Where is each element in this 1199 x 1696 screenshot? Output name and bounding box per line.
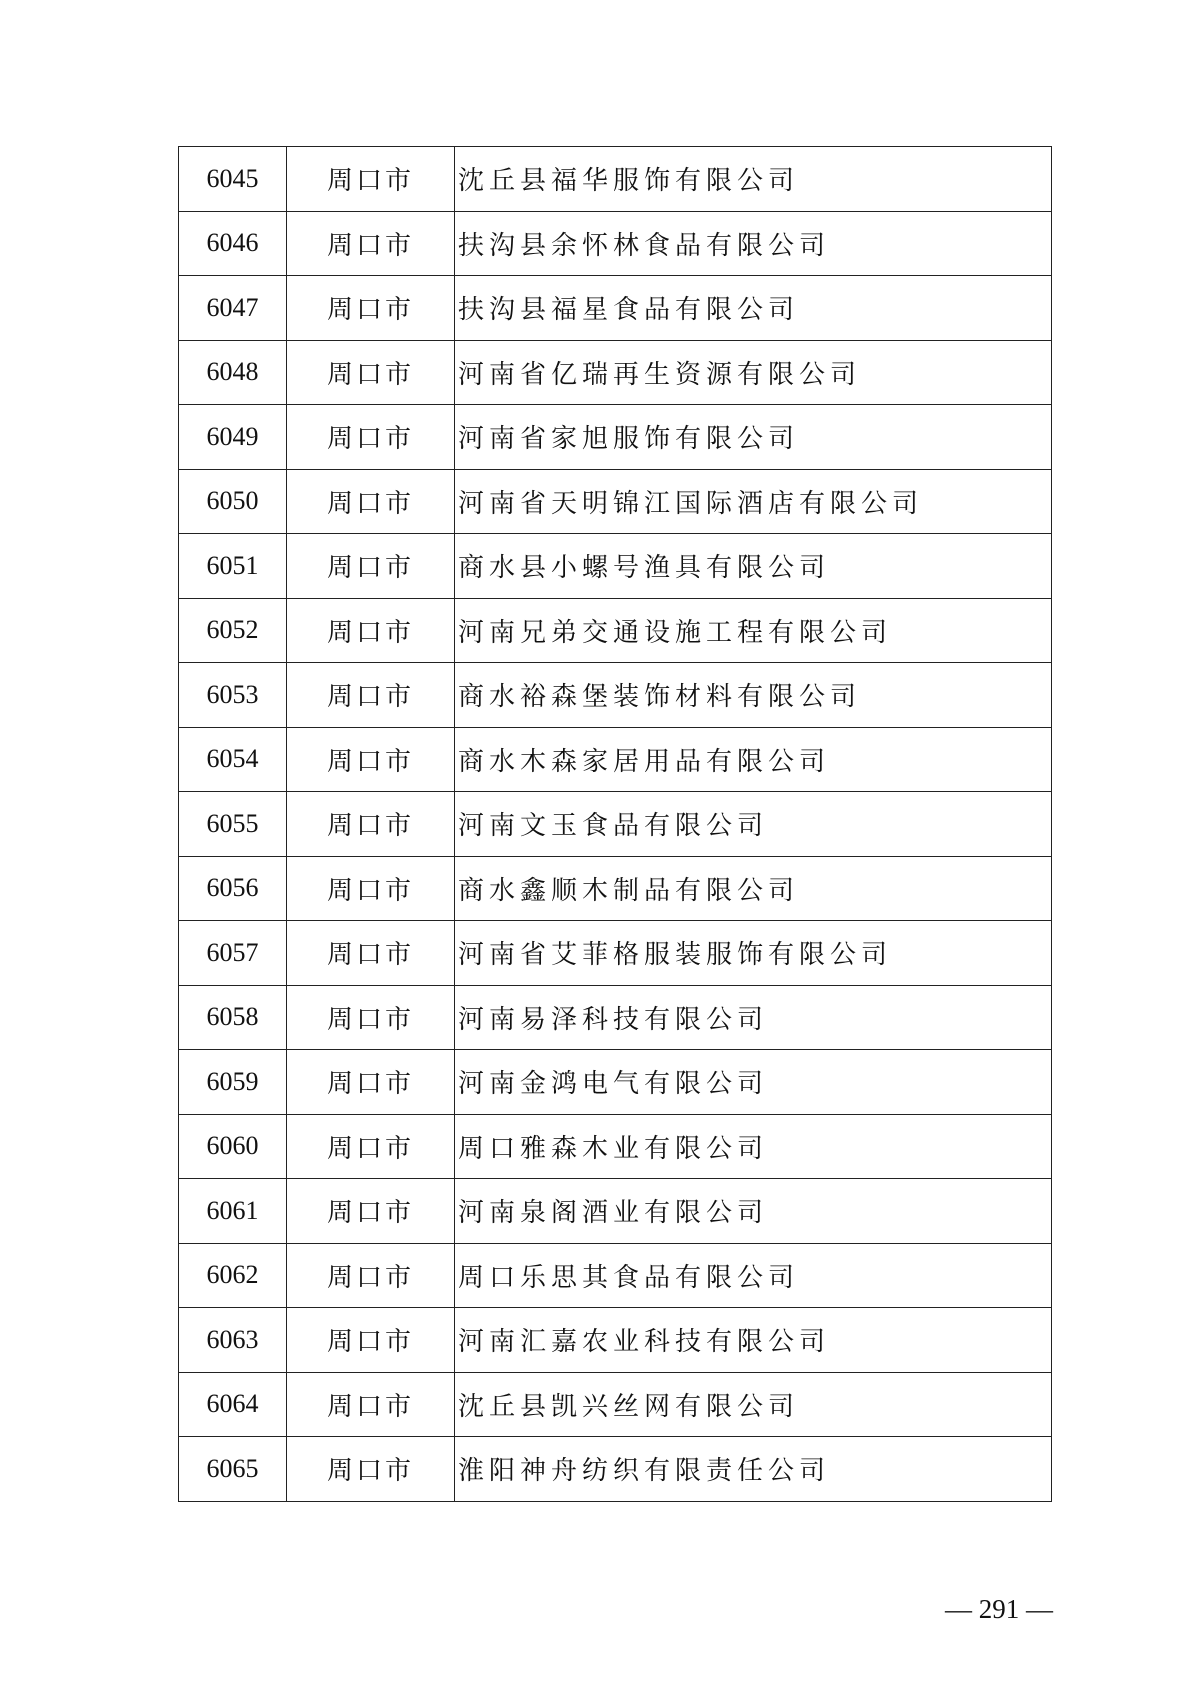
row-city: 周口市 — [287, 1308, 455, 1373]
row-number: 6046 — [179, 211, 287, 276]
row-company-name: 周口乐思其食品有限公司 — [455, 1243, 1052, 1308]
row-company-name: 商水县小螺号渔具有限公司 — [455, 534, 1052, 599]
table-row — [179, 598, 1052, 663]
row-company-name: 淮阳神舟纺织有限责任公司 — [455, 1437, 1052, 1502]
row-company-name: 商水鑫顺木制品有限公司 — [455, 856, 1052, 921]
row-number: 6065 — [179, 1437, 287, 1502]
row-number: 6050 — [179, 469, 287, 534]
row-number: 6048 — [179, 340, 287, 405]
row-city: 周口市 — [287, 405, 455, 470]
row-city: 周口市 — [287, 1437, 455, 1502]
row-company-name: 商水裕森堡装饰材料有限公司 — [455, 663, 1052, 728]
row-number: 6063 — [179, 1308, 287, 1373]
row-company-name: 扶沟县福星食品有限公司 — [455, 276, 1052, 341]
row-number: 6052 — [179, 598, 287, 663]
row-company-name: 周口雅森木业有限公司 — [455, 1114, 1052, 1179]
row-number: 6060 — [179, 1114, 287, 1179]
row-company-name: 河南省艾菲格服装服饰有限公司 — [455, 921, 1052, 986]
row-company-name: 河南金鸿电气有限公司 — [455, 1050, 1052, 1115]
table-row — [179, 1243, 1052, 1308]
row-number: 6064 — [179, 1372, 287, 1437]
row-number: 6061 — [179, 1179, 287, 1244]
row-number: 6054 — [179, 727, 287, 792]
row-city: 周口市 — [287, 985, 455, 1050]
row-city: 周口市 — [287, 340, 455, 405]
table-body — [179, 147, 1052, 1502]
row-city: 周口市 — [287, 1050, 455, 1115]
table-row — [179, 985, 1052, 1050]
row-city: 周口市 — [287, 1372, 455, 1437]
row-company-name: 河南兄弟交通设施工程有限公司 — [455, 598, 1052, 663]
table-row — [179, 921, 1052, 986]
row-number: 6049 — [179, 405, 287, 470]
row-number: 6058 — [179, 985, 287, 1050]
table-row — [179, 727, 1052, 792]
row-city: 周口市 — [287, 469, 455, 534]
row-number: 6055 — [179, 792, 287, 857]
table-row — [179, 663, 1052, 728]
row-company-name: 河南易泽科技有限公司 — [455, 985, 1052, 1050]
table-row — [179, 1179, 1052, 1244]
row-city: 周口市 — [287, 663, 455, 728]
table-row — [179, 856, 1052, 921]
row-city: 周口市 — [287, 921, 455, 986]
row-number: 6045 — [179, 147, 287, 212]
row-number: 6047 — [179, 276, 287, 341]
row-city: 周口市 — [287, 1243, 455, 1308]
row-city: 周口市 — [287, 856, 455, 921]
row-company-name: 河南省亿瑞再生资源有限公司 — [455, 340, 1052, 405]
table-row — [179, 340, 1052, 405]
table-row — [179, 276, 1052, 341]
row-company-name: 河南省家旭服饰有限公司 — [455, 405, 1052, 470]
row-city: 周口市 — [287, 1114, 455, 1179]
row-company-name: 沈丘县福华服饰有限公司 — [455, 147, 1052, 212]
table-row — [179, 1372, 1052, 1437]
table-row — [179, 469, 1052, 534]
row-city: 周口市 — [287, 534, 455, 599]
row-number: 6059 — [179, 1050, 287, 1115]
row-company-name: 沈丘县凯兴丝网有限公司 — [455, 1372, 1052, 1437]
table-row — [179, 1114, 1052, 1179]
row-number: 6056 — [179, 856, 287, 921]
row-city: 周口市 — [287, 211, 455, 276]
page-number: — 291 — — [945, 1594, 1053, 1624]
table-row — [179, 1308, 1052, 1373]
row-company-name: 扶沟县余怀林食品有限公司 — [455, 211, 1052, 276]
row-city: 周口市 — [287, 727, 455, 792]
row-company-name: 河南省天明锦江国际酒店有限公司 — [455, 469, 1052, 534]
table-row — [179, 534, 1052, 599]
row-company-name: 河南汇嘉农业科技有限公司 — [455, 1308, 1052, 1373]
row-city: 周口市 — [287, 1179, 455, 1244]
table-row — [179, 792, 1052, 857]
company-list-table — [178, 146, 1052, 1502]
table-row — [179, 147, 1052, 212]
row-city: 周口市 — [287, 147, 455, 212]
table-row — [179, 405, 1052, 470]
row-city: 周口市 — [287, 792, 455, 857]
row-company-name: 商水木森家居用品有限公司 — [455, 727, 1052, 792]
row-number: 6051 — [179, 534, 287, 599]
row-city: 周口市 — [287, 276, 455, 341]
table-row — [179, 211, 1052, 276]
row-city: 周口市 — [287, 598, 455, 663]
row-company-name: 河南文玉食品有限公司 — [455, 792, 1052, 857]
table-row — [179, 1437, 1052, 1502]
row-number: 6053 — [179, 663, 287, 728]
row-company-name: 河南泉阁酒业有限公司 — [455, 1179, 1052, 1244]
table-row — [179, 1050, 1052, 1115]
row-number: 6057 — [179, 921, 287, 986]
row-number: 6062 — [179, 1243, 287, 1308]
